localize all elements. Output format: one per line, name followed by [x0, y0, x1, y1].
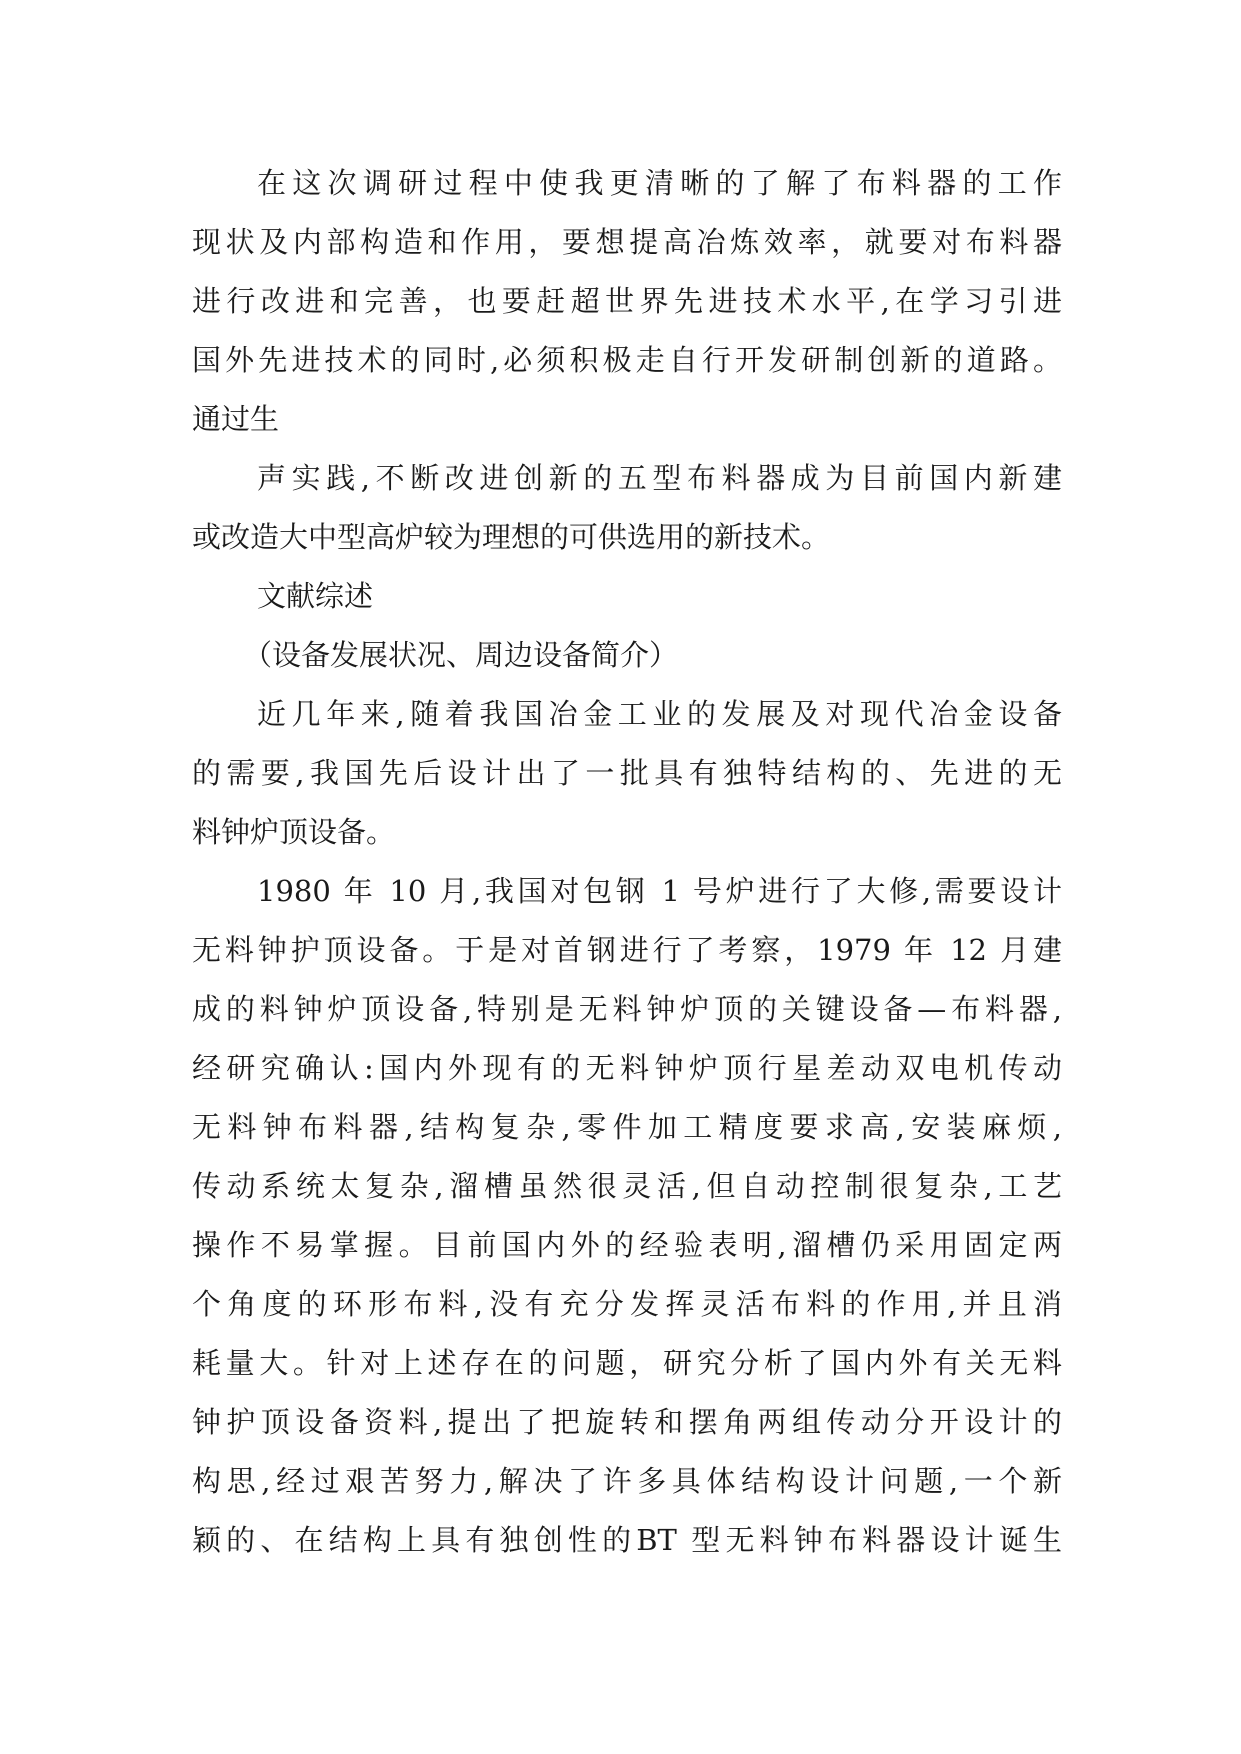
- paragraph-line: 经研究确认:国内外现有的无料钟炉顶行星差动双电机传动: [192, 1051, 1062, 1085]
- paragraph-line: 耗量大。针对上述存在的问题，研究分析了国内外有关无料: [192, 1346, 1062, 1380]
- paragraph-line: 钟护顶设备资料,提出了把旋转和摆角两组传动分开设计的: [192, 1405, 1062, 1439]
- paragraph-line: 无料钟布料器,结构复杂,零件加工精度要求高,安装麻烦,: [192, 1110, 1062, 1144]
- paragraph-line: 构思,经过艰苦努力,解决了许多具体结构设计问题,一个新: [192, 1464, 1062, 1498]
- paragraph-line: 传动系统太复杂,溜槽虽然很灵活,但自动控制很复杂,工艺: [192, 1169, 1062, 1203]
- paragraph-line: 的需要,我国先后设计出了一批具有独特结构的、先进的无: [192, 756, 1062, 790]
- paragraph-line: 无料钟护顶设备。于是对首钢进行了考察，1979 年 12 月建: [192, 933, 1062, 967]
- paragraph-line: 料钟炉顶设备。: [192, 815, 396, 849]
- paragraph-line: 声实践,不断改进创新的五型布料器成为目前国内新建: [257, 461, 1062, 495]
- paragraph-line: 操作不易掌握。目前国内外的经验表明,溜槽仍采用固定两: [192, 1228, 1062, 1262]
- section-heading: 文献综述: [257, 579, 374, 613]
- paragraph-line: 进行改进和完善，也要赶超世界先进技术水平,在学习引进: [192, 284, 1062, 318]
- paragraph-line: 或改造大中型高炉较为理想的可供选用的新技术。: [192, 520, 831, 554]
- section-subheading: （设备发展状况、周边设备简介）: [243, 638, 679, 672]
- paragraph-line: 现状及内部构造和作用，要想提高冶炼效率，就要对布料器: [192, 225, 1062, 259]
- paragraph-line: 近几年来,随着我国冶金工业的发展及对现代冶金设备: [257, 697, 1062, 731]
- paragraph-line: 在这次调研过程中使我更清晰的了解了布料器的工作: [257, 166, 1062, 200]
- paragraph-line: 个角度的环形布料,没有充分发挥灵活布料的作用,并且消: [192, 1287, 1062, 1321]
- paragraph-line: 1980 年 10 月,我国对包钢 1 号炉进行了大修,需要设计: [257, 874, 1062, 908]
- paragraph-line: 国外先进技术的同时,必须积极走自行开发研制创新的道路。: [192, 343, 1062, 377]
- paragraph-line: 颖的、在结构上具有独创性的BT 型无料钟布料器设计诞生: [192, 1523, 1062, 1557]
- paragraph-line: 成的料钟炉顶设备,特别是无料钟炉顶的关键设备—布料器,: [192, 992, 1062, 1026]
- paragraph-line: 通过生: [192, 402, 280, 436]
